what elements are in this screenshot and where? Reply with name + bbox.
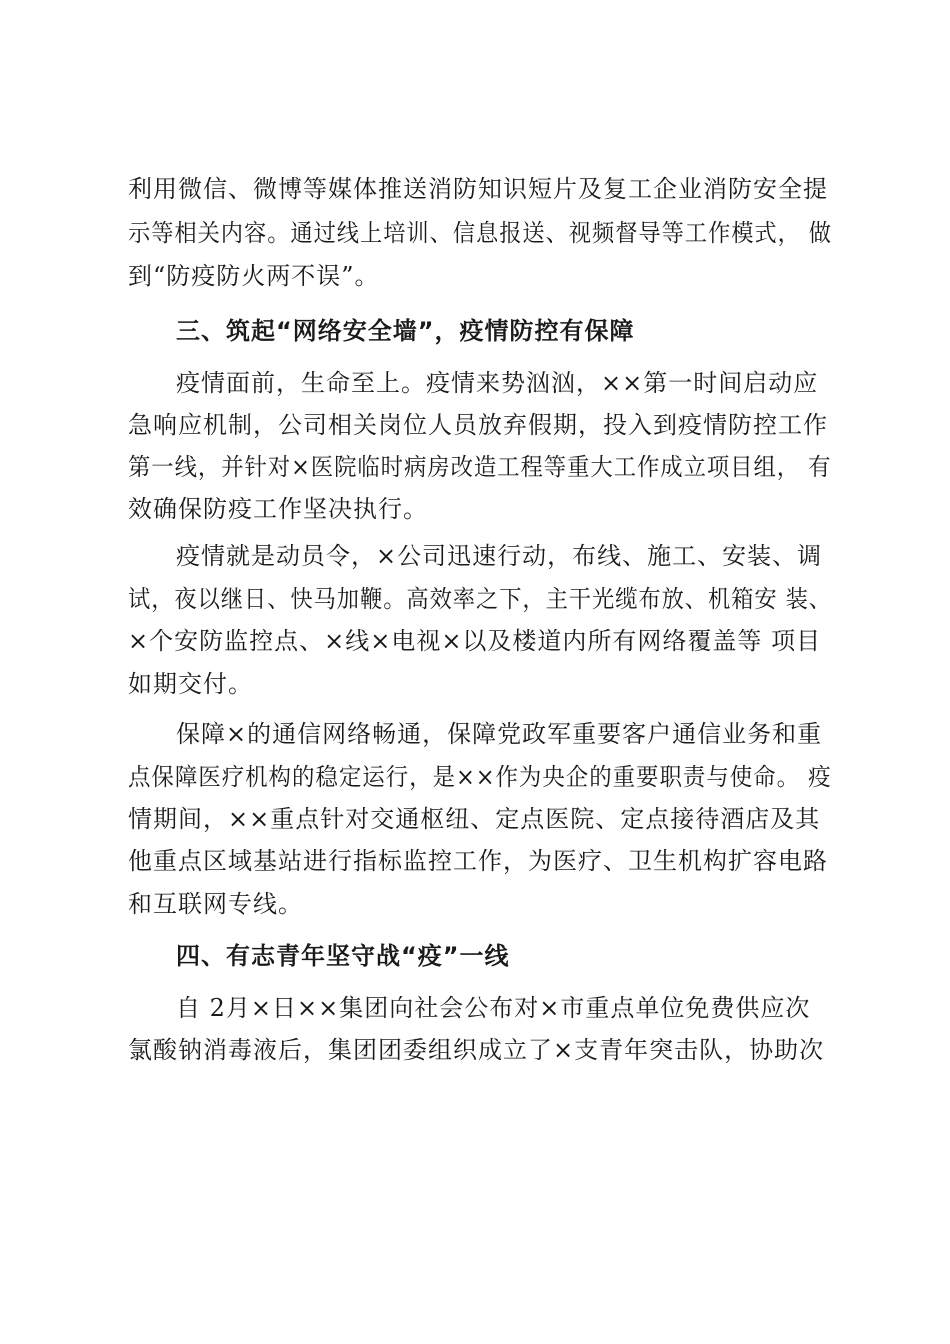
text-line: 如期交付。 — [128, 670, 253, 698]
text-line: 他重点区域基站进行指标监控工作，为医疗、卫生机构扩容电路 — [128, 847, 828, 875]
text-line: 和互联网专线。 — [128, 890, 303, 918]
text-line: 示等相关内容。通过线上培训、信息报送、视频督导等工作模式， 做 — [128, 219, 833, 247]
text-line: 第一线，并针对×医院临时病房改造工程等重大工作成立项目组， 有 — [128, 453, 832, 481]
section-3-heading: 三、筑起“网络安全墙”，疫情防控有保障 — [176, 317, 635, 345]
text-line: 自 2月×日××集团向社会公布对×市重点单位免费供应次 — [176, 994, 811, 1022]
text-line: 试，夜以继日、快马加鞭。高效率之下，主干光缆布放、机箱安 装、 — [128, 585, 833, 613]
text-line: 点保障医疗机构的稳定运行，是××作为央企的重要职责与使命。 疫 — [128, 763, 832, 791]
text-line: 保障×的通信网络畅通，保障党政军重要客户通信业务和重 — [176, 720, 823, 748]
text-line: 急响应机制，公司相关岗位人员放弃假期，投入到疫情防控工作 — [128, 411, 828, 439]
text-line: ×个安防监控点、×线×电视×以及楼道内所有网络覆盖等 项目 — [128, 627, 822, 655]
text-line: 疫情就是动员令，×公司迅速行动，布线、施工、安装、调 — [176, 542, 823, 570]
text-line: 利用微信、微博等媒体推送消防知识短片及复工企业消防安全提 — [128, 175, 828, 203]
text-line: 到“防疫防火两不误”。 — [128, 262, 380, 290]
text-line: 氯酸钠消毒液后，集团团委组织成立了×支青年突击队，协助次 — [128, 1036, 825, 1064]
section-4-heading: 四、有志青年坚守战“疫”一线 — [176, 942, 510, 970]
text-line: 情期间，××重点针对交通枢纽、定点医院、定点接待酒店及其 — [128, 805, 821, 833]
text-line: 效确保防疫工作坚决执行。 — [128, 495, 428, 523]
text-line: 疫情面前，生命至上。疫情来势汹汹，××第一时间启动应 — [176, 369, 819, 397]
